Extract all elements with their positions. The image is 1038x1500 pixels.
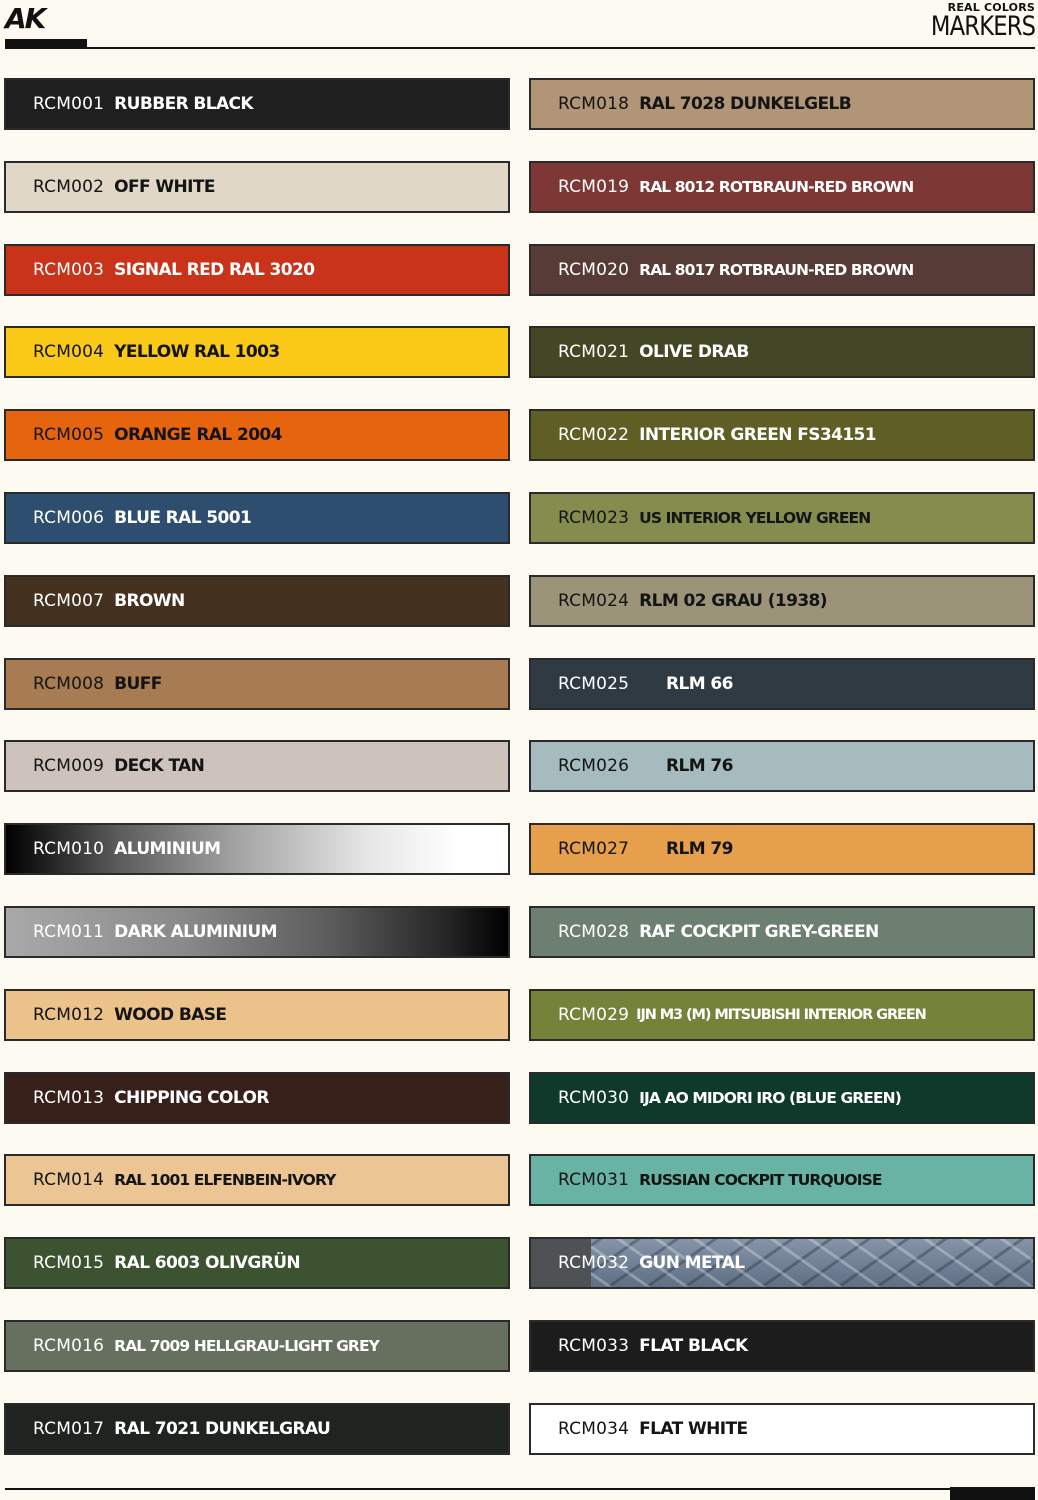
color-code: RCM012 — [33, 1004, 105, 1025]
footer-corner-bar — [950, 1487, 1035, 1500]
color-code: RCM016 — [33, 1335, 105, 1356]
color-name: RUSSIAN COCKPIT TURQUOISE — [639, 1171, 882, 1190]
color-code: RCM009 — [33, 756, 105, 777]
color-name: FLAT BLACK — [639, 1335, 748, 1356]
color-name: RAF COCKPIT GREY-GREEN — [639, 921, 879, 942]
brand-title — [911, 2, 1035, 40]
color-name: RAL 7009 HELLGRAU-LIGHT GREY — [114, 1336, 379, 1355]
color-code: RCM030 — [558, 1087, 630, 1108]
color-code: RCM029 — [558, 1004, 630, 1025]
color-name: RLM 79 — [666, 839, 733, 860]
color-swatch-rcm031 — [529, 1154, 1035, 1206]
color-name: IJA AO MIDORI IRO (BLUE GREEN) — [639, 1088, 901, 1107]
color-code: RCM019 — [558, 176, 630, 197]
color-code: RCM006 — [33, 507, 105, 528]
color-code: RCM014 — [33, 1170, 105, 1191]
color-code: RCM002 — [33, 176, 105, 197]
color-name: IJN M3 (M) MITSUBISHI INTERIOR GREEN — [636, 1006, 926, 1023]
color-swatch-rcm003 — [4, 244, 510, 296]
color-swatch-rcm015 — [4, 1237, 510, 1289]
color-code: RCM024 — [558, 590, 630, 611]
color-swatch-rcm019 — [529, 161, 1035, 213]
color-name: ORANGE RAL 2004 — [114, 425, 282, 446]
color-name: BLUE RAL 5001 — [114, 507, 252, 528]
color-name: OFF WHITE — [114, 176, 215, 197]
color-name: YELLOW RAL 1003 — [114, 342, 280, 363]
color-name: RAL 7021 DUNKELGRAU — [114, 1418, 331, 1439]
color-swatch-rcm001 — [4, 78, 510, 130]
color-name: ALUMINIUM — [114, 839, 221, 860]
color-swatch-rcm025 — [529, 658, 1035, 710]
color-code: RCM004 — [33, 342, 105, 363]
color-code: RCM017 — [33, 1418, 105, 1439]
color-code: RCM028 — [558, 921, 630, 942]
color-swatch-rcm022 — [529, 409, 1035, 461]
color-swatch-rcm034 — [529, 1403, 1035, 1455]
color-swatch-rcm009 — [4, 740, 510, 792]
color-swatch-rcm028 — [529, 906, 1035, 958]
color-name: RAL 8012 ROTBRAUN-RED BROWN — [639, 177, 914, 196]
color-code: RCM003 — [33, 259, 105, 280]
color-code: RCM031 — [558, 1170, 630, 1191]
color-swatch-rcm004 — [4, 326, 510, 378]
color-swatch-rcm030 — [529, 1072, 1035, 1124]
color-swatch-rcm012 — [4, 989, 510, 1041]
color-name: DECK TAN — [114, 756, 205, 777]
color-swatch-rcm014 — [4, 1154, 510, 1206]
color-code: RCM007 — [33, 590, 105, 611]
color-code: RCM025 — [558, 673, 630, 694]
color-name: INTERIOR GREEN FS34151 — [639, 425, 877, 446]
color-swatch-rcm023 — [529, 492, 1035, 544]
header-divider — [5, 47, 1035, 49]
color-swatch-rcm017 — [4, 1403, 510, 1455]
color-swatch-rcm011 — [4, 906, 510, 958]
color-name: RAL 8017 ROTBRAUN-RED BROWN — [639, 260, 914, 279]
brand-product-name: MARKERS — [930, 11, 1035, 42]
color-code: RCM013 — [33, 1087, 105, 1108]
color-code: RCM008 — [33, 673, 105, 694]
color-swatch-rcm002 — [4, 161, 510, 213]
color-code: RCM010 — [33, 839, 105, 860]
color-swatch-rcm008 — [4, 658, 510, 710]
color-swatch-rcm024 — [529, 575, 1035, 627]
color-name: RLM 76 — [666, 756, 733, 777]
color-swatch-rcm032 — [529, 1237, 1035, 1289]
color-name: RAL 1001 ELFENBEIN-IVORY — [114, 1171, 336, 1190]
color-swatch-rcm027 — [529, 823, 1035, 875]
color-swatch-rcm006 — [4, 492, 510, 544]
ak-logo: AK — [5, 2, 45, 35]
color-name: RAL 7028 DUNKELGELB — [639, 94, 852, 114]
color-name: RAL 6003 OLIVGRÜN — [114, 1253, 301, 1274]
color-swatch-rcm016 — [4, 1320, 510, 1372]
color-code: RCM011 — [33, 921, 105, 942]
color-swatch-rcm018 — [529, 78, 1035, 130]
color-name: US INTERIOR YELLOW GREEN — [639, 508, 871, 527]
color-code: RCM005 — [33, 425, 105, 446]
color-name: BUFF — [114, 673, 162, 694]
color-swatch-rcm020 — [529, 244, 1035, 296]
color-swatch-rcm033 — [529, 1320, 1035, 1372]
color-name: GUN METAL — [639, 1253, 745, 1274]
color-name: DARK ALUMINIUM — [114, 921, 277, 942]
color-name: CHIPPING COLOR — [114, 1087, 269, 1108]
brand-subtitle: REAL COLORS — [947, 1, 1035, 14]
color-name: RUBBER BLACK — [114, 94, 253, 114]
color-swatch-rcm007 — [4, 575, 510, 627]
color-name: WOOD BASE — [114, 1004, 227, 1025]
color-name: FLAT WHITE — [639, 1418, 748, 1439]
color-swatch-rcm013 — [4, 1072, 510, 1124]
color-swatch-rcm021 — [529, 326, 1035, 378]
color-code: RCM023 — [558, 507, 630, 528]
color-code: RCM018 — [558, 94, 630, 114]
color-code: RCM015 — [33, 1253, 105, 1274]
color-code: RCM032 — [558, 1253, 630, 1274]
color-code: RCM027 — [558, 839, 630, 860]
color-swatch-rcm026 — [529, 740, 1035, 792]
color-list-right — [529, 78, 1035, 1486]
color-name: SIGNAL RED RAL 3020 — [114, 259, 315, 280]
footer-divider — [5, 1488, 1035, 1490]
color-code: RCM034 — [558, 1418, 630, 1439]
color-list-left — [4, 78, 510, 1486]
color-code: RCM033 — [558, 1335, 630, 1356]
color-code: RCM026 — [558, 756, 630, 777]
color-swatch-rcm029 — [529, 989, 1035, 1041]
color-name: RLM 02 GRAU (1938) — [639, 590, 827, 611]
color-code: RCM001 — [33, 94, 105, 114]
color-name: BROWN — [114, 590, 185, 611]
color-code: RCM020 — [558, 259, 630, 280]
color-code: RCM021 — [558, 342, 630, 363]
color-swatch-rcm005 — [4, 409, 510, 461]
color-name: OLIVE DRAB — [639, 342, 749, 363]
color-name: RLM 66 — [666, 673, 733, 694]
color-code: RCM022 — [558, 425, 630, 446]
color-swatch-rcm010 — [4, 823, 510, 875]
